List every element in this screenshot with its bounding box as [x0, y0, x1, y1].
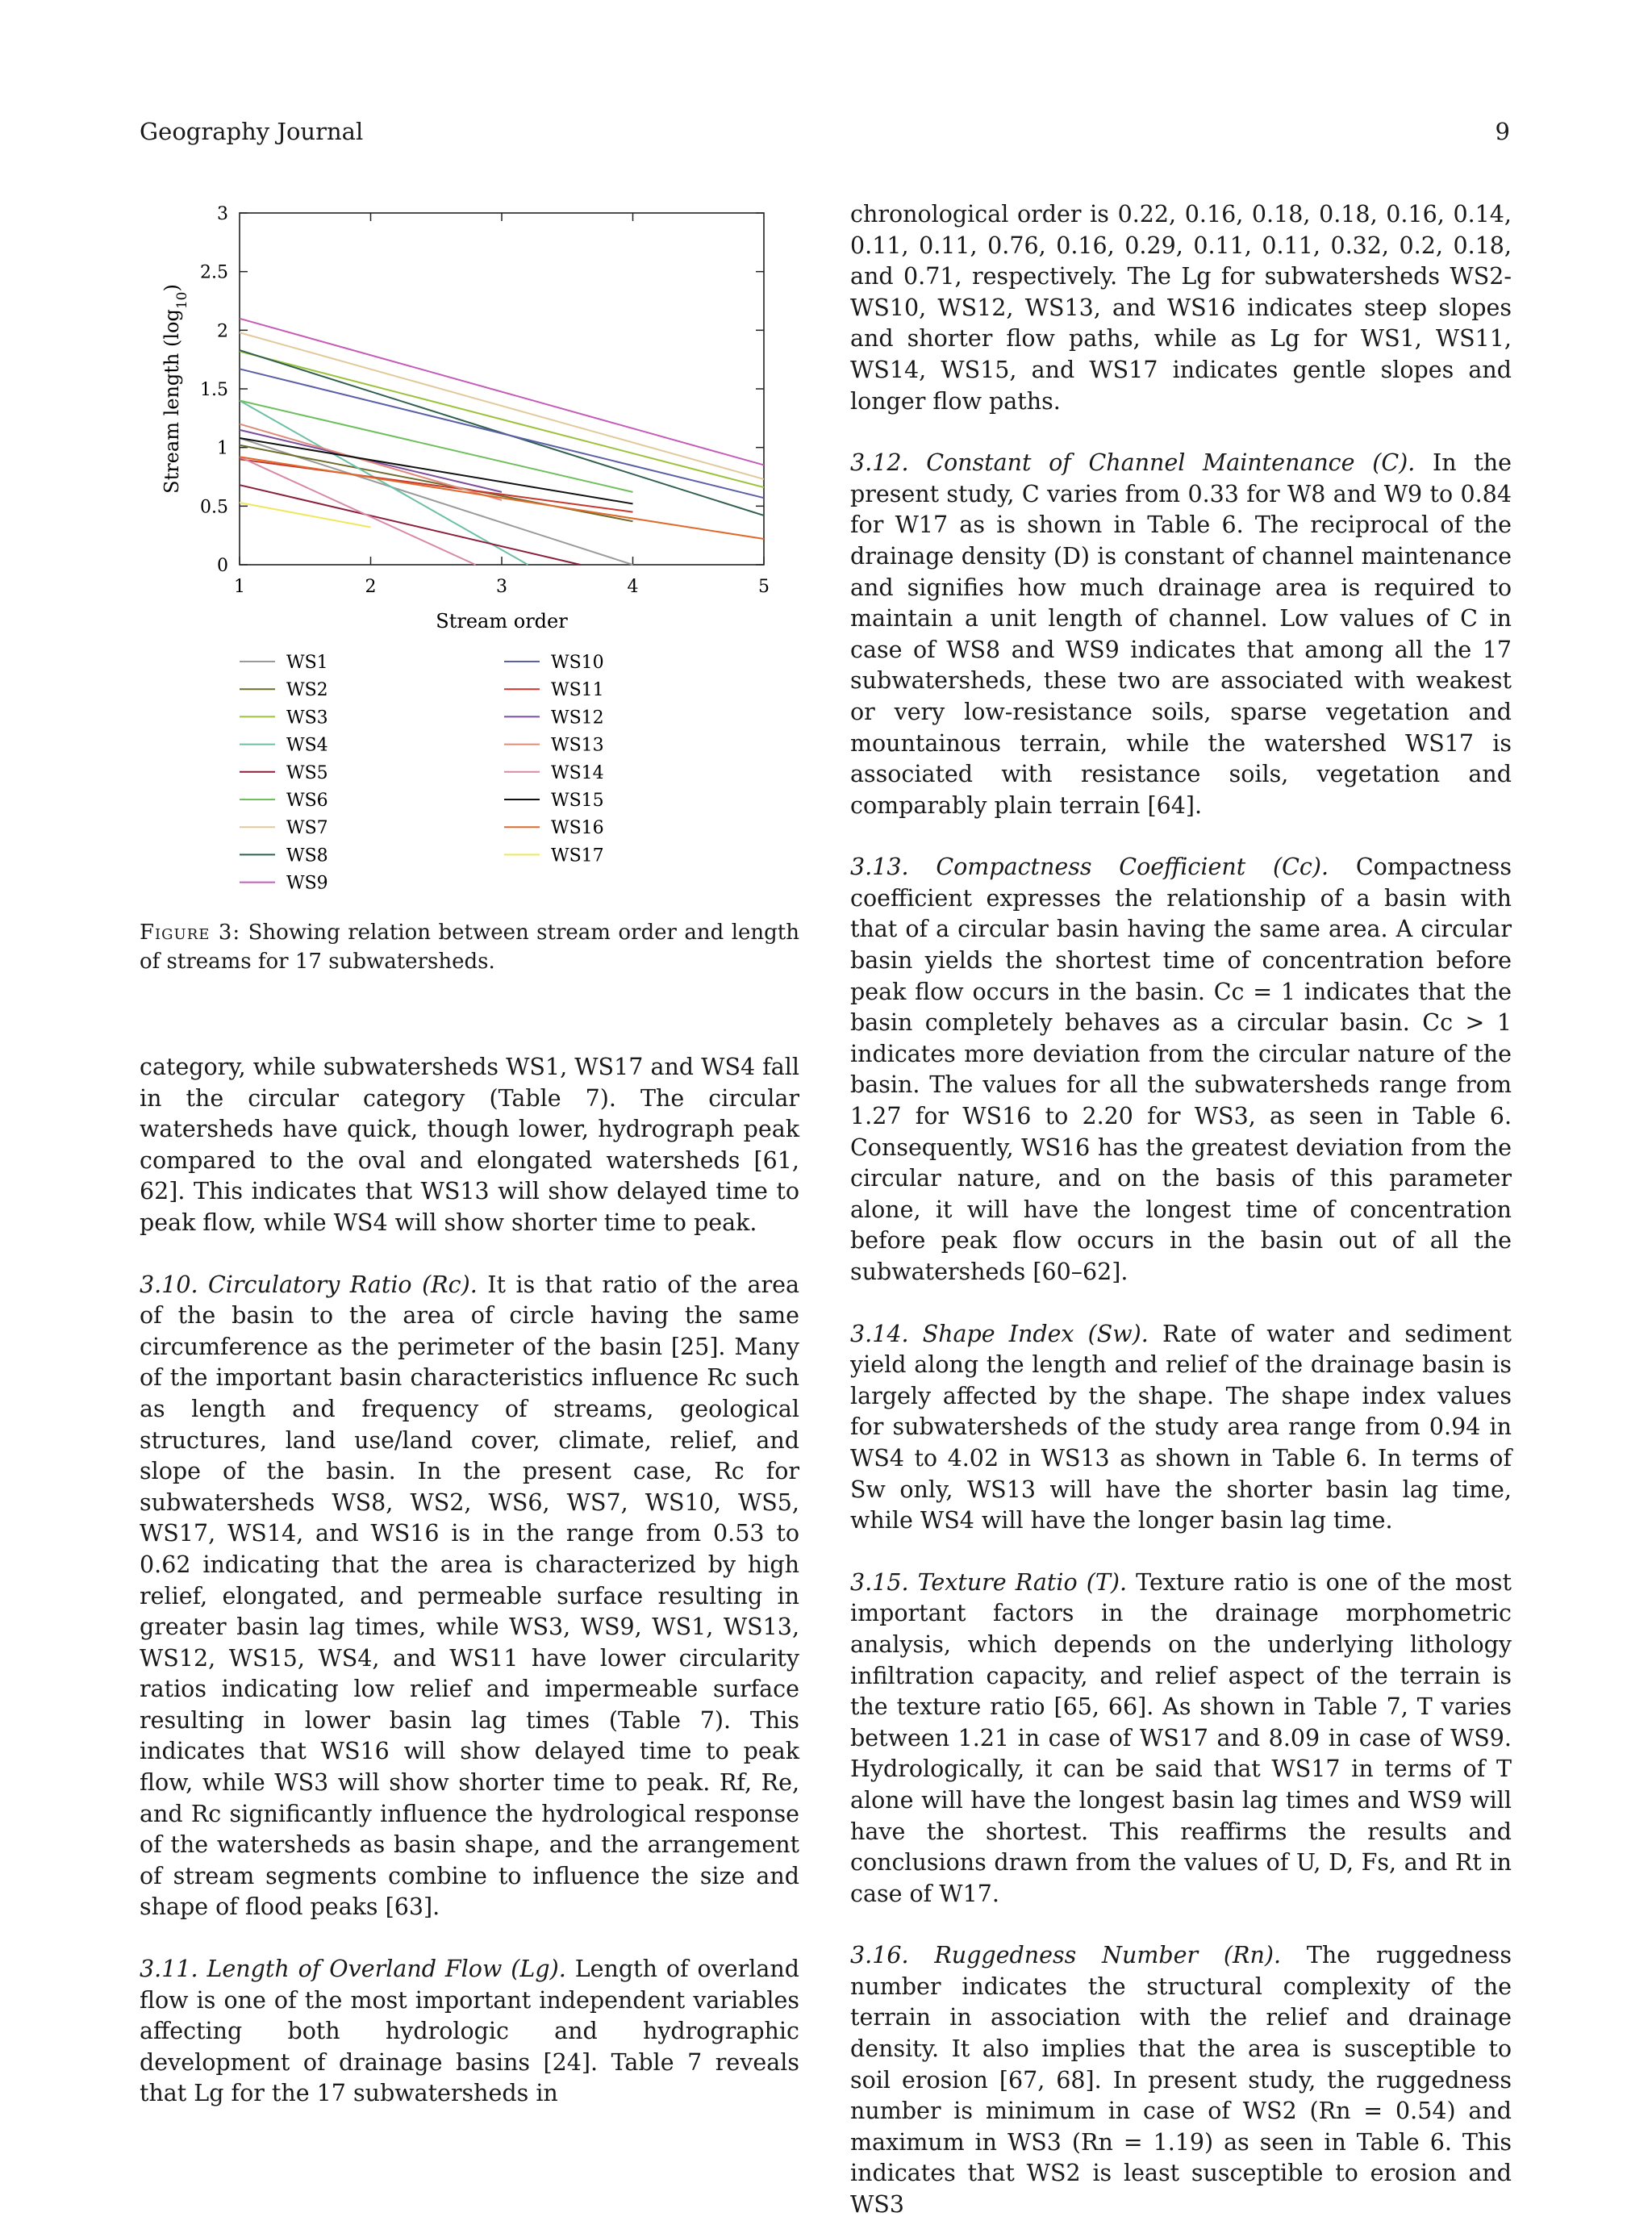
section-body: It is that ratio of the area of the basin to the area of circle having the same circumference as the perimeter of the basin [25]. Many of the important basin characteristics influence Rc such as length and frequency of streams, geological structures, land use/land cover, climate, relief, and slope of the basin. In the present case, Rc for subwatersheds WS8, WS2, WS6, WS7, WS10, WS5, WS17, WS14, and WS16 is in the range from 0.53 to 0.62 indicating that the area is characterized by high relief, elongated, and permeable surface resulting in greater basin lag times, while WS3, WS9, WS1, WS13, WS12, WS15, WS4, and WS11 have lower circularity ratios indicating low relief and impermeable surface resulting in lower basin lag times (Table 7). This indicates that WS16 will show delayed time to peak flow, while WS3 will show shorter time to peak. Rf, Re, and Rc significantly influence the hydrological response of the watersheds as basin shape, and the arrangement of stream segments combine to influence the size and shape of flood peaks [63].: [140, 1271, 800, 1921]
section-heading: 3.10. Circulatory Ratio (Rc).: [140, 1271, 478, 1298]
stream-order-chart: [140, 194, 801, 904]
section-body: Rate of water and sediment yield along the length and relief of the drainage basin is largely affected by the shape. The shape index values for subwatersheds of the study area range from 0.94 in WS4 to 4.02 in WS13 as shown in Table 6. In terms of Sw only, WS13 will have the shorter basin lag time, while WS4 will have the longer basin lag time.: [850, 1320, 1512, 1534]
x-tick-label: 3: [496, 577, 507, 597]
y-tick-label: 1: [217, 438, 228, 459]
section-heading: 3.11. Length of Overland Flow (Lg).: [140, 1956, 566, 1983]
legend-label: WS14: [551, 762, 604, 783]
legend-label: WS13: [551, 735, 604, 756]
legend-label: WS4: [286, 735, 328, 756]
section-body: In the present study, C varies from 0.33 for W8 and W9 to 0.84 for W17 as is shown in Table 6. The reciprocal of the drainage density (D) is constant of channel maintenance and signifies how much drainage area is required to maintain a unit length of channel. Low values of C in case of WS8 and WS9 indicates that among all the 17 subwatersheds, these two are associated with weakest or very low-resistance soils, sparse vegetation and mountainous terrain, while the watershed WS17 is associated with resistance soils, vegetation and comparably plain terrain [64].: [850, 449, 1512, 819]
legend-label: WS11: [551, 680, 604, 701]
legend-label: WS1: [286, 653, 328, 673]
legend-label: WS16: [551, 818, 604, 839]
legend-label: WS3: [286, 708, 328, 729]
x-tick-label: 4: [627, 577, 639, 597]
right-column: [850, 199, 1512, 2221]
y-tick-label: 1.5: [200, 380, 228, 400]
section-heading: 3.12. Constant of Channel Maintenance (C).: [850, 449, 1416, 477]
series-line-ws14: [240, 457, 476, 565]
section-3-14: [850, 1319, 1512, 1537]
series-line-ws12: [240, 430, 502, 492]
legend-label: WS9: [286, 873, 328, 894]
y-tick-label: 2.5: [200, 262, 228, 283]
legend-label: WS12: [551, 708, 604, 729]
series-line-ws9: [240, 319, 764, 465]
series-line-ws4: [240, 401, 528, 565]
y-tick-label: 2: [217, 321, 228, 342]
section-3-12: [850, 448, 1512, 821]
figure-caption: [140, 918, 799, 976]
series-line-ws17: [240, 503, 371, 528]
section-body: Texture ratio is one of the most important factors in the drainage morphometric analysis, which depends on the underlying lithology infiltration capacity, and relief aspect of the terrain is the texture ratio [65, 66]. As shown in Table 7, T varies between 1.21 in case of WS17 and 8.09 in case of WS9. Hydrologically, it can be said that WS17 in terms of T alone will have the longest basin lag times and WS9 will have the shortest. This reaffirms the results and conclusions drawn from the values of U, D, Fs, and Rt in case of W17.: [850, 1568, 1512, 1907]
y-axis-label: Stream length $(\log_{10})$: [161, 284, 190, 494]
paragraph: category, while subwatersheds WS1, WS17 and WS4 fall in the circular category (Table 7). The circular watersheds have quick, though lower, hydrograph peak compared to the oval and elongated watersheds [61, 62]. This indicates that WS13 will show delayed time to peak flow, while WS4 will show shorter time to peak.: [140, 1054, 799, 1236]
legend-label: WS15: [551, 791, 604, 811]
journal-title: Geography Journal: [140, 118, 364, 145]
series-line-ws16: [240, 457, 764, 539]
section-3-10: [140, 1270, 799, 1923]
paragraph: chronological order is 0.22, 0.16, 0.18, 0.18, 0.16, 0.14, 0.11, 0.11, 0.76, 0.16, 0.29, 0.11, 0.11, 0.32, 0.2, 0.18, and 0.71, respectively. The Lg for subwatersheds WS2-WS10, WS12, WS13, and WS16 indicates steep slopes and shorter flow paths, while as Lg for WS1, WS11, WS14, WS15, and WS17 indicates gentle slopes and longer flow paths.: [850, 201, 1512, 415]
series-line-ws7: [240, 332, 764, 479]
figure-caption-text: Showing relation between stream order and length of streams for 17 subwatersheds.: [140, 921, 800, 974]
section-body: The ruggedness number indicates the structural complexity of the terrain in association with the relief and drainage density. It also implies that the area is susceptible to soil erosion [67, 68]. In present study, the ruggedness number is minimum in case of WS2 (Rn = 0.54) and maximum in WS3 (Rn = 1.19) as seen in Table 6. This indicates that WS2 is least susceptible to erosion and WS3: [850, 1942, 1512, 2219]
legend-label: WS2: [286, 680, 328, 701]
x-axis-label: Stream order: [436, 610, 568, 632]
figure-label: Figure 3:: [140, 921, 241, 945]
series-line-ws10: [240, 369, 764, 498]
page-number: 9: [1495, 118, 1510, 145]
legend-label: WS7: [286, 818, 328, 839]
section-3-15: [850, 1568, 1512, 1910]
series-line-ws11: [240, 459, 633, 511]
section-body: Compactness coefficient expresses the relationship of a basin with that of a circular basin having the same area. A circular basin yields the shortest time of concentration before peak flow occurs in the basin. Cc = 1 indicates that the basin completely behaves as a circular basin. Cc > 1 indicates more deviation from the circular nature of the basin. The values for all the subwatersheds range from 1.27 for WS16 to 2.20 for WS3, as seen in Table 6. Consequently, WS16 has the greatest deviation from the circular nature, and on the basis of this parameter alone, it will have the longest time of concentration before peak flow occurs in the basin out of all the subwatersheds [60–62].: [850, 854, 1512, 1285]
section-heading: 3.14. Shape Index (Sw).: [850, 1320, 1149, 1347]
legend-label: WS6: [286, 791, 328, 811]
legend-label: WS10: [551, 653, 604, 673]
x-tick-label: 5: [758, 577, 770, 597]
section-3-16: [850, 1940, 1512, 2220]
y-tick-label: 3: [217, 204, 228, 224]
legend-label: WS17: [551, 845, 604, 866]
left-column: [140, 1052, 799, 2110]
section-heading: 3.16. Ruggedness Number (Rn).: [850, 1942, 1282, 1969]
section-3-13: [850, 852, 1512, 1288]
section-heading: 3.15. Texture Ratio (T).: [850, 1568, 1128, 1596]
section-3-11: [140, 1954, 799, 2110]
y-tick-label: 0: [217, 556, 228, 576]
series-line-ws13: [240, 424, 502, 500]
x-tick-label: 2: [365, 577, 377, 597]
series-line-ws15: [240, 438, 633, 503]
legend-label: WS8: [286, 845, 328, 866]
series-line-ws6: [240, 401, 633, 492]
y-tick-label: 0.5: [200, 497, 228, 518]
section-heading: 3.13. Compactness Coefficient (Cc).: [850, 854, 1329, 881]
x-tick-label: 1: [234, 577, 245, 597]
legend-label: WS5: [286, 762, 328, 783]
section-body: Length of overland flow is one of the most important independent variables affecting both hydrologic and hydrographic development of drainage basins [24]. Table 7 reveals that Lg for the 17 subwatersheds in: [140, 1956, 800, 2107]
